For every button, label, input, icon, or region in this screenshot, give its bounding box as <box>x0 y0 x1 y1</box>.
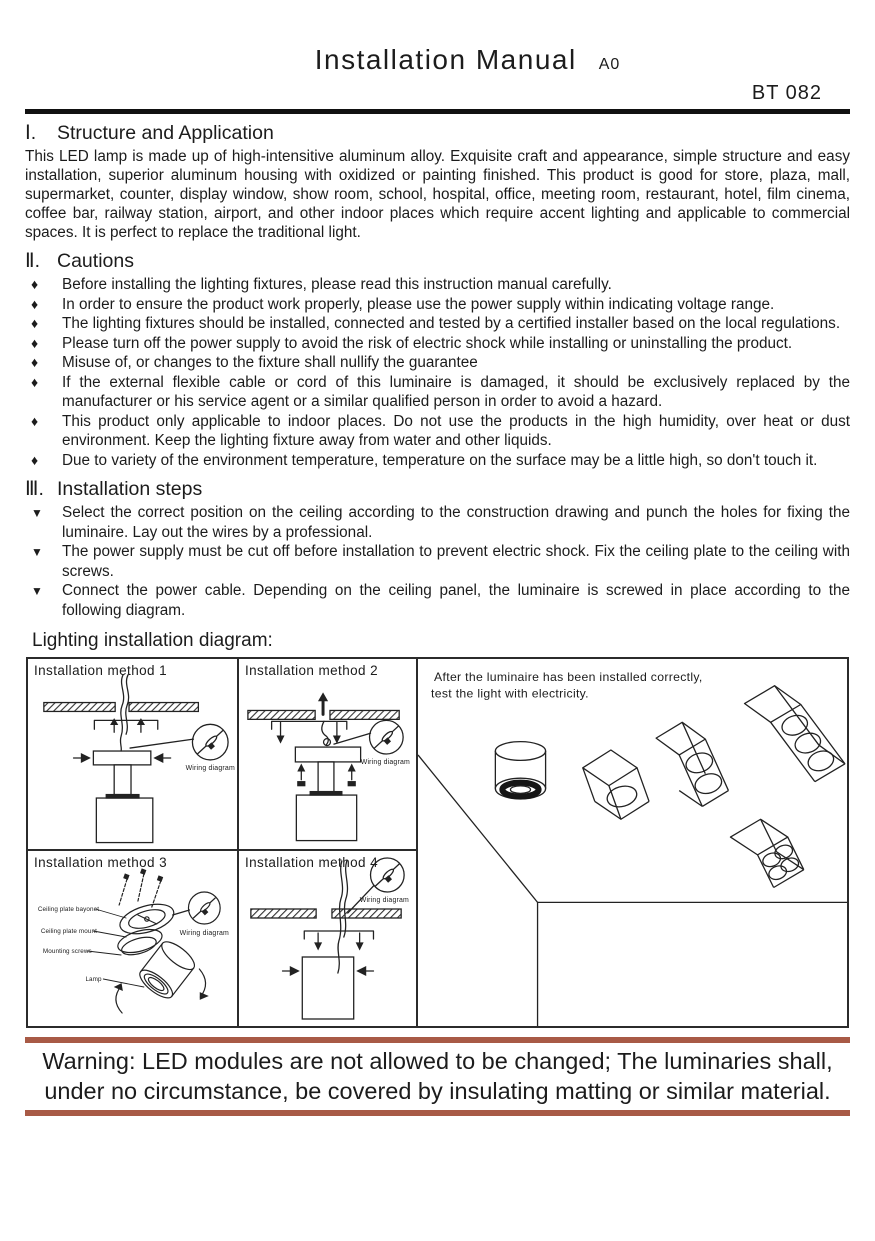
diamond-bullet-icon: ♦ <box>31 334 39 351</box>
method-4-label: Installation method 4 <box>245 855 378 870</box>
mounting-screws-dashed <box>119 874 161 907</box>
mounting-plate <box>295 747 360 762</box>
warning-line-1: Warning: LED modules are not allowed to be changed; The luminaries shall, <box>42 1048 833 1074</box>
page-title: Installation Manual <box>314 44 577 75</box>
steps-list <box>25 503 850 620</box>
cautions-list <box>25 275 850 470</box>
model-number: BT 082 <box>751 82 822 104</box>
round-downlight <box>495 742 545 799</box>
lamp-body <box>96 798 152 843</box>
mounting-plate <box>93 751 150 765</box>
inset-leader-line <box>334 733 371 744</box>
list-item: ▼ Connect the power cable. Depending on the ceiling panel, the luminaire is screwed in place according to the following diagram. <box>25 581 850 620</box>
fixing-arrows <box>74 754 171 762</box>
wiring-inset-circle <box>370 720 404 754</box>
list-item: ♦ Due to variety of the environment temperature, temperature on the surface may be a little high, so don't touch it. <box>25 451 850 471</box>
luminaire-types-diagram <box>418 659 847 1026</box>
callout-screws: Mounting screws <box>42 947 92 956</box>
section-title: Structure and Application <box>57 122 274 144</box>
callout-lamp: Lamp <box>85 975 102 984</box>
list-item: ♦ In order to ensure the product work properly, please use the power supply within indicating voltage range. <box>25 295 850 315</box>
warning-bar-bottom <box>25 1110 850 1116</box>
section-numeral: Ⅰ. <box>25 122 37 144</box>
lamp-stem <box>114 765 131 795</box>
list-item: ♦ If the external flexible cable or cord of this luminaire is damaged, it should be exclusively replaced by the manufacturer or his service agent or a similar qualified person in order to avoid a hazard. <box>25 373 850 412</box>
list-item: ▼ Select the correct position on the ceiling according to the construction drawing and punch the holes for fixing the luminaire. Lay out the wires by a professional. <box>25 503 850 542</box>
revision-code: A0 <box>598 56 621 73</box>
method-1-cell <box>28 659 239 851</box>
list-item: ▼ The power supply must be cut off before installation to prevent electric shock. Fix the ceiling plate to the ceiling with screws. <box>25 542 850 581</box>
triangle-bullet-icon: ▼ <box>31 506 43 520</box>
method-2-label: Installation method 2 <box>245 663 378 678</box>
section-numeral: Ⅱ. <box>25 250 41 272</box>
test-note-line2: test the light with electricity. <box>431 686 589 701</box>
method-2-diagram <box>239 659 416 849</box>
diamond-bullet-icon: ♦ <box>31 276 39 292</box>
warning-text <box>25 1043 850 1110</box>
power-wire <box>120 675 128 751</box>
header-rule <box>25 109 850 114</box>
method-2-cell <box>239 659 418 851</box>
screw-arrows <box>298 765 355 786</box>
wiring-inset-circle <box>188 892 220 924</box>
four-head-box-light <box>730 819 803 887</box>
test-note-panel <box>418 659 847 1026</box>
section-title: Cautions <box>57 250 134 272</box>
power-wire <box>322 721 331 745</box>
triangle-bullet-icon: ▼ <box>31 545 43 559</box>
lamp-stem <box>318 762 334 792</box>
diamond-bullet-icon: ♦ <box>31 295 39 312</box>
test-note-line1: After the luminaire has been installed correctly, <box>434 669 703 684</box>
triangle-bullet-icon: ▼ <box>31 584 43 598</box>
wiring-inset-circle <box>192 724 228 760</box>
list-item: ♦ Before installing the lighting fixtures, please read this instruction manual carefully. <box>25 275 850 295</box>
section-numeral: Ⅲ. <box>25 478 44 500</box>
list-item: ♦ Misuse of, or changes to the fixture shall nullify the guarantee <box>25 353 850 373</box>
method-3-cell <box>28 851 239 1026</box>
header <box>25 44 850 76</box>
fixing-arrows <box>283 967 374 975</box>
diamond-bullet-icon: ♦ <box>31 354 39 370</box>
installation-diagram-table <box>26 657 849 1028</box>
inset-leader-line <box>173 910 190 915</box>
warning-banner <box>25 1037 850 1116</box>
mounting-bracket <box>94 719 157 732</box>
room-corner-lines <box>418 755 847 1026</box>
ceiling-plate <box>117 899 177 939</box>
wiring-inset-label: Wiring diagram <box>179 929 229 938</box>
section-cautions-heading <box>25 249 850 273</box>
fixing-screw-top <box>319 694 327 715</box>
one-head-box-light <box>583 750 649 819</box>
wiring-inset-label: Wiring diagram <box>359 896 409 905</box>
lamp-body <box>302 957 353 1019</box>
method-4-cell <box>239 851 418 1026</box>
diagram-title: Lighting installation diagram: <box>32 630 273 651</box>
list-item: ♦ The lighting fixtures should be installed, connected and tested by a certified installer based on the local regulations. <box>25 314 850 334</box>
mounting-bracket <box>272 721 347 742</box>
diamond-bullet-icon: ♦ <box>31 373 39 390</box>
warning-line-2: under no circumstance, be covered by insulating matting or similar material. <box>44 1078 831 1104</box>
diamond-bullet-icon: ♦ <box>31 412 39 429</box>
callout-bayonet: Ceiling plate bayonet <box>37 905 100 914</box>
ceiling-panel <box>251 909 401 918</box>
method-3-label: Installation method 3 <box>34 855 167 870</box>
list-item: ♦ This product only applicable to indoor places. Do not use the products in the high humidity, over heat or dust environment. Keep the lighting fixture away from water and other liquids. <box>25 412 850 451</box>
method-1-diagram <box>28 659 237 849</box>
two-head-box-light <box>656 722 728 806</box>
section-structure-heading <box>25 121 850 145</box>
method-4-diagram <box>239 851 416 1026</box>
lamp-cylinder <box>136 937 199 1003</box>
callout-mount: Ceiling plate mount <box>40 927 97 936</box>
inset-leader-line <box>130 739 193 748</box>
method-1-label: Installation method 1 <box>34 663 167 678</box>
section-title: Installation steps <box>57 478 203 500</box>
diamond-bullet-icon: ♦ <box>31 451 39 468</box>
manual-page <box>25 0 850 1116</box>
list-item: ♦ Please turn off the power supply to avoid the risk of electric shock while installing or uninstalling the product. <box>25 334 850 354</box>
structure-paragraph: This LED lamp is made up of high-intensitive aluminum alloy. Exquisite craft and appearance, simple structure and easy installation, superior aluminum housing with oxidized or painting finished. This product is good for store, plaza, mall, supermarket, counter, display window, show room, school, hospital, office, meeting room, restaurant, hotel, film cinema, coffee bar, railway station, airport, and other indoor places which require accent lighting and applicable to commercial spaces. It is perfect to replace the traditional light. <box>25 148 850 241</box>
method-3-diagram <box>28 851 237 1026</box>
three-head-box-light <box>745 686 845 782</box>
wiring-inset-label: Wiring diagram <box>360 758 410 766</box>
diamond-bullet-icon: ♦ <box>31 315 39 331</box>
lamp-body <box>296 795 356 841</box>
wiring-inset-label: Wiring diagram <box>185 764 235 772</box>
section-steps-heading <box>25 477 850 501</box>
